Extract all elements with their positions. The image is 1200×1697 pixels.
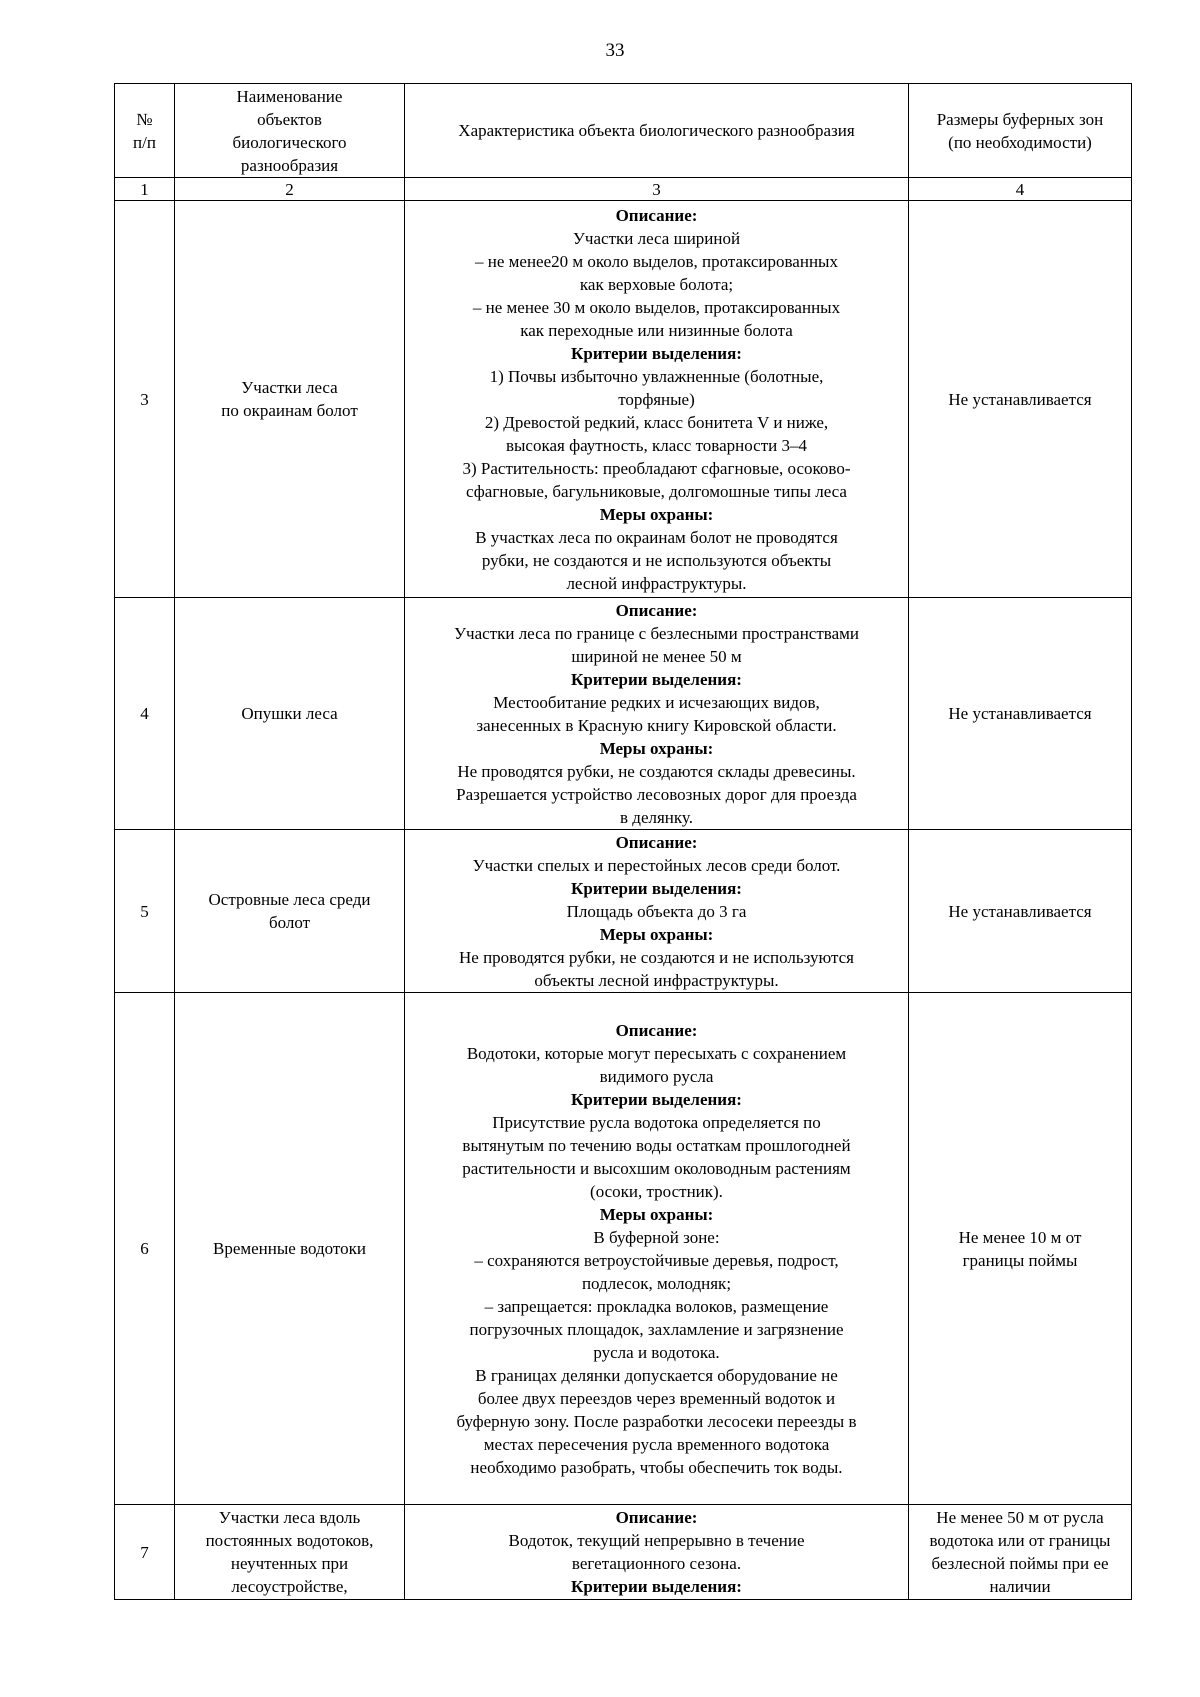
characteristic-line: 1) Почвы избыточно увлажненные (болотные, <box>489 366 824 386</box>
header-line: Наименование <box>236 86 343 106</box>
object-name-line: постоянных водотоков, <box>205 1531 374 1550</box>
header-buffer-size <box>909 84 1132 178</box>
header-characteristic <box>405 84 909 178</box>
characteristic-line: – не менее 30 м около выделов, протаксированных <box>472 297 841 317</box>
object-name <box>175 993 405 1505</box>
header-line: (по необходимости) <box>948 132 1092 152</box>
header-line: биологического <box>232 132 347 152</box>
buffer-zone-line: безлесной поймы при ее <box>931 1554 1109 1573</box>
table-header-row <box>115 84 1132 178</box>
biodiversity-table <box>114 83 1132 1600</box>
buffer-zone-line: границы поймы <box>962 1250 1078 1270</box>
characteristic-line: буферную зону. После разработки лесосеки переезды в <box>456 1411 857 1431</box>
column-number: 1 <box>115 178 175 201</box>
section-heading: Описание: <box>615 832 698 852</box>
section-heading: Критерии выделения: <box>571 1089 742 1109</box>
buffer-zone-line: Не устанавливается <box>948 704 1092 723</box>
object-name-line: по окраинам болот <box>221 401 358 420</box>
header-line: объектов <box>257 109 322 129</box>
characteristic-line: Не проводятся рубки, не создаются склады древесины. <box>457 761 856 781</box>
section-heading: Меры охраны: <box>599 924 714 944</box>
characteristic-line: – не менее20 м около выделов, протаксированных <box>475 251 838 271</box>
header-line: Характеристика объекта биологического разнообразия <box>458 121 855 140</box>
object-name-line: болот <box>268 913 311 932</box>
object-name-line: Островные леса среди <box>208 890 371 909</box>
characteristic-line: В границах делянки допускается оборудование не <box>475 1365 838 1385</box>
characteristic-line: В участках леса по окраинам болот не проводятся <box>475 527 838 547</box>
section-heading: Описание: <box>615 600 698 620</box>
object-characteristic <box>405 830 909 993</box>
row-number: 4 <box>115 598 175 830</box>
characteristic-line: (осоки, тростник). <box>590 1181 723 1201</box>
characteristic-line: – запрещается: прокладка волоков, размещение <box>484 1296 829 1316</box>
characteristic-line: торфяные) <box>618 389 695 409</box>
section-heading: Критерии выделения: <box>571 878 742 898</box>
object-name-line: лесоустройстве, <box>231 1577 348 1596</box>
section-heading: Меры охраны: <box>599 504 714 524</box>
object-characteristic <box>405 598 909 830</box>
characteristic-line: растительности и высохшим околоводным растениям <box>462 1158 851 1178</box>
characteristic-line: Водоток, текущий непрерывно в течение <box>508 1531 805 1550</box>
characteristic-line: подлесок, молодняк; <box>581 1273 732 1293</box>
characteristic-line: В буферной зоне: <box>593 1227 720 1247</box>
object-name-line: Участки леса вдоль <box>218 1508 361 1527</box>
table-row <box>115 1505 1132 1600</box>
object-characteristic <box>405 1505 909 1600</box>
characteristic-line: рубки, не создаются и не используются объекты <box>481 550 832 570</box>
buffer-zone-size <box>909 830 1132 993</box>
table-row <box>115 201 1132 598</box>
header-number <box>115 84 175 178</box>
characteristic-line: 2) Древостой редкий, класс бонитета V и ниже, <box>484 412 829 432</box>
object-name <box>175 830 405 993</box>
object-name-line: Опушки леса <box>241 704 338 723</box>
characteristic-line: высокая фаутность, класс товарности 3–4 <box>505 435 807 455</box>
section-heading: Меры охраны: <box>599 1204 714 1224</box>
characteristic-line: видимого русла <box>599 1066 714 1086</box>
characteristic-line: Водотоки, которые могут пересыхать с сохранением <box>466 1043 847 1063</box>
buffer-zone-size <box>909 201 1132 598</box>
buffer-zone-line: Не устанавливается <box>948 389 1092 409</box>
buffer-zone-line: Не менее 10 м от <box>958 1227 1082 1247</box>
column-number: 2 <box>175 178 405 201</box>
characteristic-line: Местообитание редких и исчезающих видов, <box>493 692 820 712</box>
object-name-line: Временные водотоки <box>212 1239 366 1258</box>
column-numbers-row <box>115 178 1132 201</box>
characteristic-line: 3) Растительность: преобладают сфагновые, осоково- <box>462 458 851 478</box>
row-number: 5 <box>115 830 175 993</box>
section-heading: Меры охраны: <box>599 738 714 758</box>
header-line: разнообразия <box>240 155 339 175</box>
characteristic-line: Присутствие русла водотока определяется по <box>492 1112 821 1132</box>
characteristic-line: как верховые болота; <box>579 274 734 294</box>
object-name-line: Участки леса <box>241 378 338 397</box>
characteristic-line: Участки леса по границе с безлесными пространствами <box>453 623 859 643</box>
buffer-zone-size <box>909 1505 1132 1600</box>
characteristic-line: в делянку. <box>620 807 693 827</box>
row-number: 3 <box>115 201 175 598</box>
object-characteristic <box>405 201 909 598</box>
characteristic-line: Участки спелых и перестойных лесов среди болот. <box>472 855 841 875</box>
characteristic-line: вегетационного сезона. <box>571 1554 742 1573</box>
section-heading: Критерии выделения: <box>571 669 742 689</box>
characteristic-line: шириной не менее 50 м <box>571 646 742 666</box>
characteristic-line: Площадь объекта до 3 га <box>566 901 747 921</box>
column-number: 4 <box>909 178 1132 201</box>
characteristic-line: занесенных в Красную книгу Кировской области. <box>476 715 837 735</box>
characteristic-line: русла и водотока. <box>593 1342 720 1362</box>
row-number: 7 <box>115 1505 175 1600</box>
characteristic-line: Разрешается устройство лесовозных дорог для проезда <box>456 784 857 804</box>
characteristic-line: Не проводятся рубки, не создаются и не используются <box>459 947 854 967</box>
characteristic-line: необходимо разобрать, чтобы обеспечить ток воды. <box>470 1457 843 1477</box>
table-row <box>115 993 1132 1505</box>
column-number: 3 <box>405 178 909 201</box>
object-name <box>175 1505 405 1600</box>
characteristic-line: более двух переездов через временный водоток и <box>477 1388 836 1408</box>
object-name <box>175 598 405 830</box>
buffer-zone-line: Не менее 50 м от русла <box>936 1508 1104 1527</box>
section-heading: Описание: <box>615 1508 698 1527</box>
characteristic-line: как переходные или низинные болота <box>520 320 793 340</box>
header-object-name <box>175 84 405 178</box>
characteristic-line: Участки леса шириной <box>572 228 741 248</box>
characteristic-line: объекты лесной инфраструктуры. <box>534 970 779 990</box>
row-number: 6 <box>115 993 175 1505</box>
characteristic-line: вытянутым по течению воды остаткам прошлогодней <box>462 1135 851 1155</box>
buffer-zone-line: наличии <box>989 1577 1051 1596</box>
table-row <box>115 598 1132 830</box>
header-line: Размеры буферных зон <box>936 109 1104 129</box>
section-heading: Описание: <box>615 1020 698 1040</box>
characteristic-line: лесной инфраструктуры. <box>566 573 747 593</box>
characteristic-line: сфагновые, багульниковые, долгомошные типы леса <box>466 481 847 501</box>
characteristic-line: погрузочных площадок, захламление и загрязнение <box>469 1319 844 1339</box>
object-characteristic <box>405 993 909 1505</box>
object-name <box>175 201 405 598</box>
page-number: 33 <box>605 40 625 61</box>
characteristic-line: местах пересечения русла временного водотока <box>483 1434 830 1454</box>
section-heading: Описание: <box>615 205 698 225</box>
characteristic-line: – сохраняются ветроустойчивые деревья, подрост, <box>474 1250 839 1270</box>
section-heading: Критерии выделения: <box>571 343 742 363</box>
table-row <box>115 830 1132 993</box>
object-name-line: неучтенных при <box>230 1554 349 1573</box>
header-line: п/п <box>133 132 156 152</box>
buffer-zone-line: Не устанавливается <box>948 901 1092 921</box>
buffer-zone-line: водотока или от границы <box>929 1531 1111 1550</box>
header-line: № <box>136 109 153 129</box>
section-heading: Критерии выделения: <box>571 1577 742 1596</box>
buffer-zone-size <box>909 598 1132 830</box>
buffer-zone-size <box>909 993 1132 1505</box>
